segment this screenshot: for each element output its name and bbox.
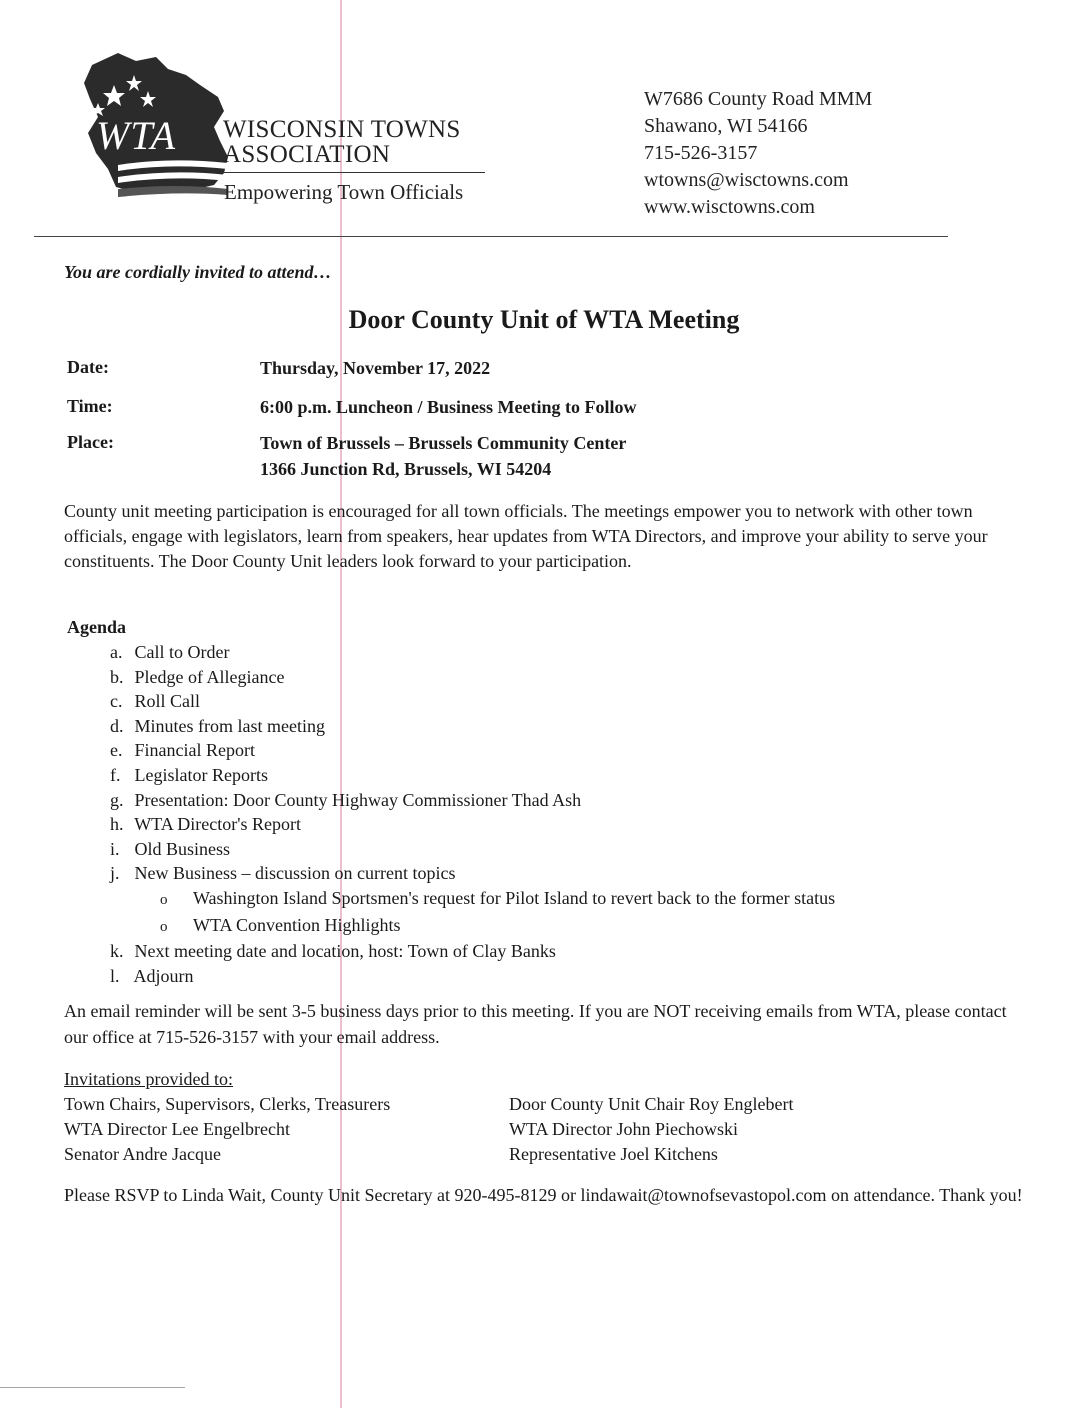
address-street: W7686 County Road MMM <box>644 88 873 110</box>
agenda-item-text: Adjourn <box>133 965 194 986</box>
address-website: www.wisctowns.com <box>644 196 815 218</box>
agenda-item <box>110 714 835 739</box>
agenda-item-letter: k. <box>110 941 124 962</box>
agenda-item <box>110 964 835 989</box>
invitation-lead: You are cordially invited to attend… <box>64 262 332 282</box>
invitee: Representative Joel Kitchens <box>509 1144 718 1164</box>
agenda-item-letter: l. <box>110 965 120 986</box>
address-city: Shawano, WI 54166 <box>644 115 808 137</box>
agenda-item-text: New Business – discussion on current topics <box>134 863 456 884</box>
agenda-item-text: Minutes from last meeting <box>134 715 325 736</box>
document-title: Door County Unit of WTA Meeting <box>348 305 740 334</box>
rsvp-paragraph: Please RSVP to Linda Wait, County Unit Secretary at 920-495-8129 or lindawait@townofsevastopol.com on attendance. Thank you! <box>64 1185 1023 1205</box>
agenda-list <box>110 640 835 988</box>
agenda-item-letter: j. <box>110 863 120 884</box>
address-phone: 715-526-3157 <box>644 142 758 164</box>
wta-wisconsin-logo <box>78 45 238 210</box>
agenda-item-letter: d. <box>110 715 124 736</box>
invitee: Door County Unit Chair Roy Englebert <box>509 1094 794 1114</box>
agenda-item <box>110 640 835 665</box>
agenda-item-text: Call to Order <box>134 642 230 662</box>
agenda-item <box>110 939 835 964</box>
time-value: 6:00 p.m. Luncheon / Business Meeting to Follow <box>260 397 637 417</box>
invitee: Town Chairs, Supervisors, Clerks, Treasurers <box>64 1094 391 1114</box>
time-label: Time: <box>67 396 113 416</box>
agenda-item-text: Roll Call <box>134 691 201 712</box>
date-value: Thursday, November 17, 2022 <box>260 358 491 378</box>
address-email: wtowns@wisctowns.com <box>644 169 849 191</box>
agenda-item-letter: f. <box>110 764 121 785</box>
bullet-icon: o <box>160 891 168 908</box>
org-name-line1: WISCONSIN TOWNS <box>223 116 461 143</box>
place-value <box>260 430 626 482</box>
invitations-right-column <box>509 1092 793 1167</box>
intro-paragraph: County unit meeting participation is encouraged for all town officials. The meetings empower you to network with other town officials, engage with legislators, learn from speakers, hear updates from WTA Directors, and improve your ability to serve your constituents. The Door County Unit leaders look forward to your participation. <box>64 501 988 571</box>
agenda-item-letter: a. <box>110 642 123 662</box>
place-venue: Town of Brussels – Brussels Community Center <box>260 433 627 453</box>
agenda-item-text: Financial Report <box>134 740 255 761</box>
date-label: Date: <box>67 357 109 377</box>
agenda-sub-item <box>110 886 835 913</box>
org-tagline: Empowering Town Officials <box>224 180 464 204</box>
invitations-left-column <box>64 1092 390 1167</box>
agenda-item-letter: i. <box>110 838 120 859</box>
invitee: Senator Andre Jacque <box>64 1144 221 1164</box>
agenda-item <box>110 812 835 837</box>
agenda-item-text: Presentation: Door County Highway Commissioner Thad Ash <box>134 789 582 810</box>
agenda-item-letter: g. <box>110 789 124 810</box>
org-name-divider <box>223 172 485 173</box>
agenda-sub-item <box>110 913 835 940</box>
agenda-heading: Agenda <box>67 617 127 637</box>
org-name <box>223 117 461 167</box>
agenda-item-letter: c. <box>110 691 123 712</box>
agenda-item-text: WTA Director's Report <box>134 814 301 835</box>
agenda-item <box>110 837 835 862</box>
place-label: Place: <box>67 432 114 452</box>
agenda-item-letter: e. <box>110 740 123 761</box>
invitee: WTA Director John Piechowski <box>509 1119 739 1139</box>
agenda-item-text: Pledge of Allegiance <box>134 666 285 687</box>
invitee: WTA Director Lee Engelbrecht <box>64 1119 290 1139</box>
agenda-sub-item-text: Washington Island Sportsmen's request for Pilot Island to revert back to the former status <box>193 887 836 908</box>
agenda-sub-item-text: WTA Convention Highlights <box>193 914 401 935</box>
header-divider <box>34 236 948 237</box>
agenda-item <box>110 738 835 763</box>
invitations-heading: Invitations provided to: <box>64 1069 233 1089</box>
bullet-icon: o <box>160 918 168 935</box>
scan-artifact-smudge <box>0 1387 185 1388</box>
place-address: 1366 Junction Rd, Brussels, WI 54204 <box>260 459 552 479</box>
reminder-paragraph: An email reminder will be sent 3-5 business days prior to this meeting. If you are NOT receiving emails from WTA, please contact our office at 715-526-3157 with your email address. <box>64 1001 1007 1047</box>
org-name-line2: ASSOCIATION <box>223 141 391 168</box>
agenda-item <box>110 763 835 788</box>
agenda-item-text: Next meeting date and location, host: Town of Clay Banks <box>134 941 556 962</box>
agenda-item <box>110 665 835 690</box>
logo-text: WTA <box>96 113 177 158</box>
agenda-item-text: Legislator Reports <box>134 764 268 785</box>
agenda-item-text: Old Business <box>134 838 231 859</box>
agenda-item-letter: h. <box>110 814 124 835</box>
agenda-item <box>110 689 835 714</box>
agenda-item <box>110 861 835 886</box>
org-address-block <box>644 86 872 221</box>
agenda-item-letter: b. <box>110 666 124 687</box>
agenda-item <box>110 788 835 813</box>
